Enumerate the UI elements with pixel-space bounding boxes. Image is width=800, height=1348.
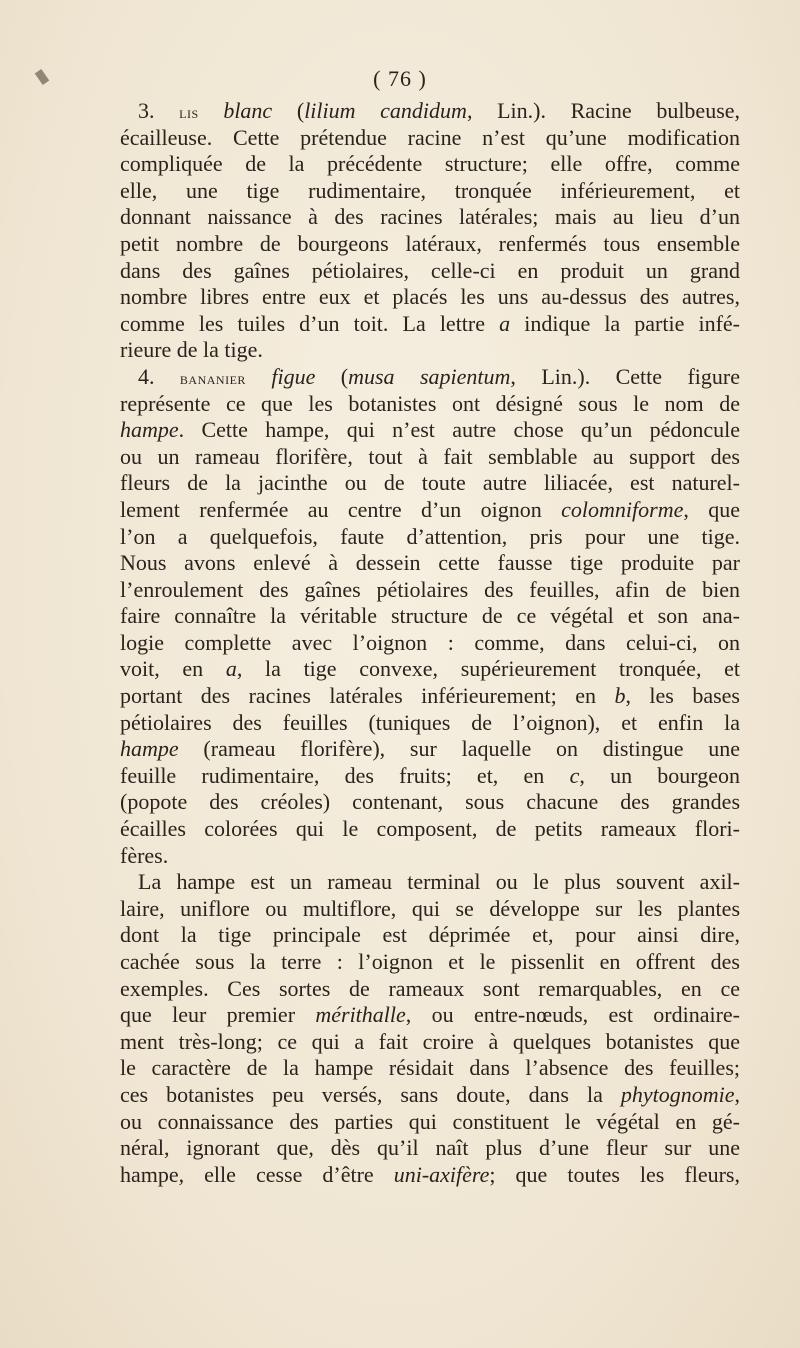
text-segment: , Lin.). Cette figure: [510, 363, 740, 389]
text-segment: faire connaître la véritable structure de ce végétal et son ana-: [120, 603, 740, 629]
text-line: [120, 1055, 740, 1082]
text-line: [120, 577, 740, 604]
text-segment: 4.: [138, 363, 180, 389]
text-segment: voit, en: [120, 656, 226, 682]
text-line: [120, 896, 740, 923]
text-segment: , la tige convexe, supérieurement tronquée, et: [236, 656, 740, 682]
text-segment: , que: [683, 496, 741, 522]
text-line: [120, 311, 740, 338]
text-line: [120, 231, 740, 258]
text-segment: dont la tige principale est déprimée et, pour ainsi dire,: [120, 922, 740, 948]
text-segment: fleurs de la jacinthe ou de toute autre liliacée, est naturel-: [120, 470, 740, 496]
italic-text: colomniforme: [561, 496, 684, 522]
text-segment: donnant naissance à des racines latérales; mais au lieu d’un: [120, 204, 740, 230]
text-segment: lement renfermée au centre d’un oignon: [120, 496, 562, 522]
text-segment: Nous avons enlevé à dessein cette fausse tige produite par: [120, 550, 740, 576]
text-segment: , Lin.). Racine bulbeuse,: [466, 98, 741, 123]
text-line: [120, 710, 740, 737]
text-segment: ou un rameau florifère, tout à fait semblable au support des: [120, 443, 740, 469]
text-line: [120, 444, 740, 471]
text-line: [120, 125, 740, 152]
italic-text: a: [225, 656, 237, 682]
text-segment: nombre libres entre eux et placés les uns au-dessus des autres,: [120, 284, 740, 310]
text-segment: elle, une tige rudimentaire, tronquée inférieurement, et: [120, 177, 740, 203]
text-segment: ou connaissance des parties qui constituent le végétal en gé-: [120, 1108, 740, 1134]
text-segment: le caractère de la hampe résidait dans l’absence des feuilles;: [120, 1055, 740, 1081]
italic-text: a: [499, 310, 511, 336]
italic-text: figue: [271, 363, 316, 389]
italic-text: blanc: [223, 98, 273, 123]
text-line: [120, 1002, 740, 1029]
text-line: [120, 337, 740, 364]
text-line: [120, 603, 740, 630]
page-number: ( 76 ): [373, 66, 427, 91]
text-segment: pétiolaires des feuilles (tuniques de l’oignon), et enfin la: [120, 709, 740, 735]
text-line: [120, 1082, 740, 1109]
text-line: [120, 1162, 740, 1189]
text-line: [120, 98, 740, 125]
text-line: [120, 364, 740, 391]
text-line: [120, 524, 740, 551]
text-segment: que leur premier: [120, 1002, 316, 1028]
text-segment: (: [272, 98, 305, 123]
text-line: [120, 736, 740, 763]
text-line: [120, 258, 740, 285]
text-segment: indique la partie infé-: [510, 310, 740, 336]
text-segment: rieure de la tige.: [120, 337, 263, 363]
text-segment: [246, 364, 271, 389]
text-line: [120, 656, 740, 683]
text-line: [120, 922, 740, 949]
text-line: [120, 869, 740, 896]
text-segment: La hampe est un rameau terminal ou le plus souvent axil-: [138, 869, 740, 895]
body-text: [120, 98, 740, 1188]
text-segment: l’enroulement des gaînes pétiolaires des feuilles, afin de bien: [120, 576, 740, 602]
text-line: [120, 151, 740, 178]
text-segment: cachée sous la terre : l’oignon et le pissenlit en offrent des: [120, 949, 740, 974]
text-segment: l’on a quelquefois, faute d’attention, pris pour une tige.: [120, 523, 740, 549]
italic-text: uni-axifère: [393, 1161, 490, 1187]
text-line: [120, 816, 740, 843]
text-line: [120, 1109, 740, 1136]
text-segment: exemples. Ces sortes de rameaux sont remarquables, en ce: [120, 975, 740, 1001]
text-line: [120, 630, 740, 657]
small-caps-text: bananier: [179, 368, 246, 388]
text-segment: représente ce que les botanistes ont désigné sous le nom de: [120, 390, 740, 416]
text-segment: compliquée de la précédente structure; elle offre, comme: [120, 151, 740, 177]
text-segment: , ou entre-nœuds, est ordinaire-: [405, 1002, 741, 1028]
text-segment: ment très-long; ce qui a fait croire à quelques botanistes que: [120, 1028, 740, 1054]
text-segment: , un bourgeon: [579, 762, 741, 788]
text-segment: ,: [734, 1081, 740, 1107]
text-segment: dans des gaînes pétiolaires, celle-ci en produit un grand: [120, 257, 740, 283]
italic-text: hampe: [120, 736, 179, 762]
text-segment: fères.: [120, 842, 169, 868]
italic-text: mérithalle: [315, 1002, 406, 1028]
italic-text: c: [569, 762, 580, 788]
text-segment: hampe, elle cesse d’être: [120, 1161, 394, 1187]
text-segment: portant des racines latérales inférieurement; en: [120, 683, 615, 709]
text-line: [120, 204, 740, 231]
text-line: [120, 284, 740, 311]
text-segment: comme les tuiles d’un toit. La lettre: [120, 310, 500, 336]
text-line: [120, 470, 740, 497]
text-segment: écailleuse. Cette prétendue racine n’est qu’une modification: [120, 124, 740, 150]
text-segment: néral, ignorant que, dès qu’il naît plus d’une fleur sur une: [120, 1135, 740, 1161]
text-segment: (popote des créoles) contenant, sous chacune des grandes: [120, 789, 740, 815]
text-line: [120, 683, 740, 710]
text-segment: logie complette avec l’oignon : comme, dans celui-ci, on: [120, 629, 740, 655]
italic-text: hampe: [120, 417, 179, 443]
text-segment: laire, uniflore ou multiflore, qui se développe sur les plantes: [120, 895, 740, 921]
text-line: [120, 949, 740, 976]
italic-text: b: [614, 683, 626, 709]
text-line: [120, 178, 740, 205]
small-caps-text: lis: [179, 103, 199, 122]
text-line: [120, 763, 740, 790]
text-segment: 3.: [138, 98, 180, 123]
text-line: [120, 497, 740, 524]
text-segment: (: [315, 363, 349, 389]
text-line: [120, 391, 740, 418]
italic-text: musa sapientum: [348, 363, 511, 389]
text-segment: ces botanistes peu versés, sans doute, dans la: [120, 1081, 621, 1107]
italic-text: lilium candidum: [304, 98, 467, 123]
text-line: [120, 1135, 740, 1162]
text-segment: . Cette hampe, qui n’est autre chose qu’un pédoncule: [178, 417, 740, 443]
text-line: [120, 1029, 740, 1056]
text-line: [120, 976, 740, 1003]
text-line: [120, 843, 740, 870]
text-segment: feuille rudimentaire, des fruits; et, en: [120, 762, 570, 788]
text-segment: petit nombre de bourgeons latéraux, renfermés tous ensemble: [120, 230, 740, 256]
text-segment: ; que toutes les fleurs,: [489, 1161, 740, 1187]
italic-text: phytognomie: [620, 1081, 735, 1107]
text-segment: [199, 98, 224, 123]
text-segment: (rameau florifère), sur laquelle on distingue une: [178, 736, 740, 762]
text-segment: écailles colorées qui le composent, de petits rameaux flori-: [120, 816, 740, 842]
text-line: [120, 789, 740, 816]
text-line: [120, 417, 740, 444]
text-line: [120, 550, 740, 577]
text-segment: , les bases: [625, 683, 740, 709]
